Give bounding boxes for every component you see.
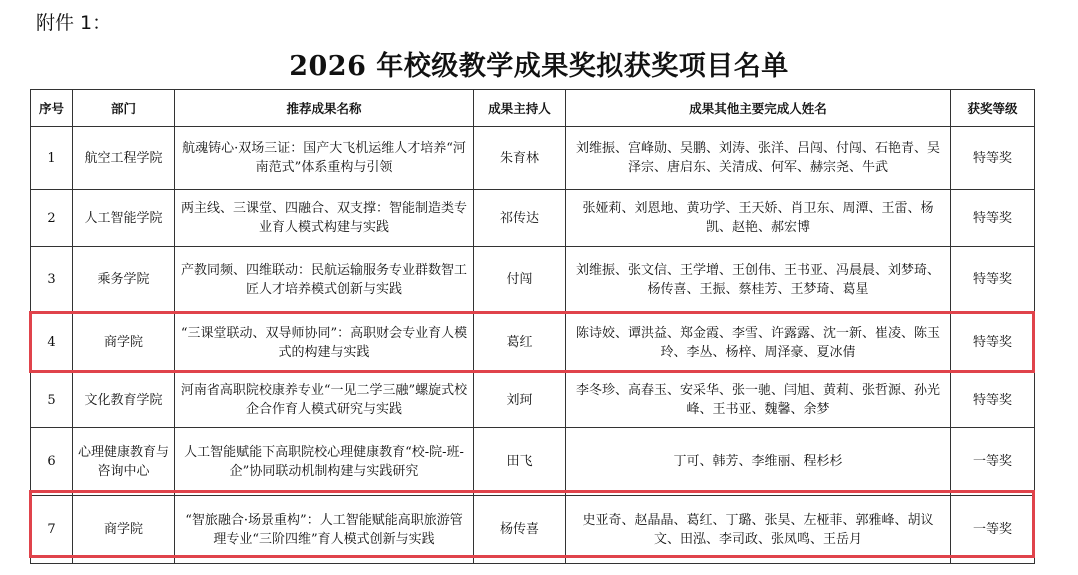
- cell-members: 李冬珍、高春玉、安采华、张一驰、闫旭、黄莉、张哲源、孙光峰、王书亚、魏馨、余梦: [566, 373, 951, 428]
- cell-host: 葛红: [474, 313, 566, 373]
- table-row: [31, 428, 1035, 496]
- cell-achievement: 河南省高职院校康养专业“一见二学三融”螺旋式校企合作育人模式研究与实践: [175, 373, 474, 428]
- cell-members: 史亚奇、赵晶晶、葛红、丁璐、张昊、左桠菲、郭雅峰、胡议文、田泓、李司政、张凤鸣、王岳月: [566, 496, 951, 564]
- attachment-label: 附件 1：: [36, 12, 112, 34]
- cell-achievement: “智旅融合·场景重构”：人工智能赋能高职旅游管理专业“三阶四维”育人模式创新与实践: [175, 496, 474, 564]
- cell-award: 特等奖: [951, 373, 1035, 428]
- cell-members: 刘维振、宫峰勋、吴鹏、刘涛、张洋、吕闯、付闯、石艳青、吴泽宗、唐启东、关清成、何军、赫宗尧、牛武: [566, 127, 951, 190]
- page-title: 2026 年校级教学成果奖拟获奖项目名单: [289, 51, 789, 82]
- cell-achievement: “三课堂联动、双导师协同”：高职财会专业育人模式的构建与实践: [175, 313, 474, 373]
- cell-achievement: 两主线、三课堂、四融合、双支撑：智能制造类专业育人模式构建与实践: [175, 190, 474, 247]
- table-row: [31, 496, 1035, 564]
- cell-award: 一等奖: [951, 428, 1035, 496]
- cell-award: 特等奖: [951, 247, 1035, 313]
- cell-achievement: 产教同频、四维联动：民航运输服务专业群数智工匠人才培养模式创新与实践: [175, 247, 474, 313]
- cell-award: 特等奖: [951, 313, 1035, 373]
- cell-no: 1: [31, 127, 73, 190]
- cell-dept: 航空工程学院: [73, 127, 175, 190]
- table-row: [31, 127, 1035, 190]
- cell-host: 杨传喜: [474, 496, 566, 564]
- cell-members: 张娅莉、刘恩地、黄功学、王天娇、肖卫东、周潭、王雷、杨凯、赵艳、郝宏博: [566, 190, 951, 247]
- table-row: [31, 373, 1035, 428]
- cell-no: 5: [31, 373, 73, 428]
- cell-dept: 商学院: [73, 496, 175, 564]
- cell-host: 付闯: [474, 247, 566, 313]
- cell-members: 陈诗姣、谭洪益、郑金霞、李雪、许露露、沈一新、崔凌、陈玉玲、李丛、杨梓、周泽豪、夏冰倩: [566, 313, 951, 373]
- cell-members: 刘维振、张文信、王学增、王创伟、王书亚、冯晨晨、刘梦琦、杨传喜、王振、蔡桂芳、王梦琦、葛星: [566, 247, 951, 313]
- cell-achievement: 航魂铸心·双场三证：国产大飞机运维人才培养“河南范式”体系重构与引领: [175, 127, 474, 190]
- cell-no: 3: [31, 247, 73, 313]
- cell-achievement: 人工智能赋能下高职院校心理健康教育“校-院-班-企”协同联动机制构建与实践研究: [175, 428, 474, 496]
- cell-award: 特等奖: [951, 190, 1035, 247]
- award-table: [30, 89, 1035, 564]
- header-award: 获奖等级: [951, 90, 1035, 127]
- cell-dept: 人工智能学院: [73, 190, 175, 247]
- cell-no: 7: [31, 496, 73, 564]
- header-no: 序号: [31, 90, 73, 127]
- cell-host: 朱育林: [474, 127, 566, 190]
- table-row: [31, 313, 1035, 373]
- cell-dept: 心理健康教育与咨询中心: [73, 428, 175, 496]
- cell-host: 田飞: [474, 428, 566, 496]
- cell-dept: 商学院: [73, 313, 175, 373]
- table-header-row: [31, 90, 1035, 127]
- cell-award: 一等奖: [951, 496, 1035, 564]
- cell-dept: 乘务学院: [73, 247, 175, 313]
- cell-host: 祁传达: [474, 190, 566, 247]
- cell-no: 2: [31, 190, 73, 247]
- table-row: [31, 247, 1035, 313]
- cell-members: 丁可、韩芳、李维丽、程杉杉: [566, 428, 951, 496]
- header-dept: 部门: [73, 90, 175, 127]
- header-members: 成果其他主要完成人姓名: [566, 90, 951, 127]
- cell-award: 特等奖: [951, 127, 1035, 190]
- cell-dept: 文化教育学院: [73, 373, 175, 428]
- table-row: [31, 190, 1035, 247]
- header-host: 成果主持人: [474, 90, 566, 127]
- cell-no: 4: [31, 313, 73, 373]
- cell-host: 刘珂: [474, 373, 566, 428]
- cell-no: 6: [31, 428, 73, 496]
- header-achievement: 推荐成果名称: [175, 90, 474, 127]
